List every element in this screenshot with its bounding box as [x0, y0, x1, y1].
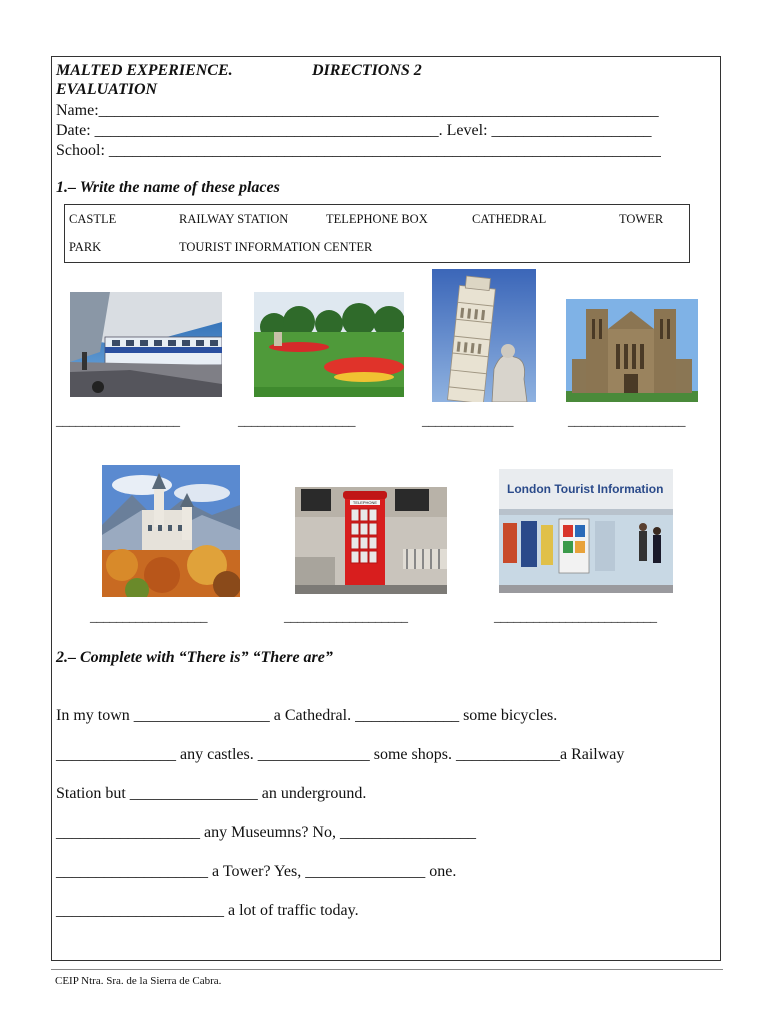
park-photo: [254, 292, 404, 397]
word-park: PARK: [69, 240, 102, 254]
answer-blank-3[interactable]: ______________: [422, 414, 513, 429]
question-2-heading: 2.– Complete with “There is” “There are”: [56, 649, 333, 666]
answer-blank-5[interactable]: __________________: [90, 610, 207, 625]
castle-photo: [102, 465, 240, 597]
answer-blank-1[interactable]: ___________________: [56, 414, 180, 429]
answer-blank-4[interactable]: __________________: [568, 414, 685, 429]
sentence-6[interactable]: _____________________ a lot of traffic today.: [56, 902, 359, 919]
railway-station-photo: [70, 292, 222, 397]
date-level-field[interactable]: Date: ___________________________________________. Level: ____________________: [56, 122, 652, 139]
sentence-5[interactable]: ___________________ a Tower? Yes, _______________ one.: [56, 863, 457, 880]
name-field[interactable]: Name:______________________________________________________________________: [56, 102, 659, 119]
cathedral-photo: [566, 299, 698, 402]
school-field[interactable]: School: _____________________________________________________________________: [56, 142, 661, 159]
answer-blank-6[interactable]: ___________________: [284, 610, 408, 625]
phone-box-sign: TELEPHONE: [352, 500, 378, 505]
tourist-information-center-photo: [499, 469, 673, 593]
question-1-heading: 1.– Write the name of these places: [56, 179, 280, 196]
word-railway-station: RAILWAY STATION: [179, 212, 289, 226]
sentence-3[interactable]: Station but ________________ an underground.: [56, 785, 367, 802]
sentence-2[interactable]: _______________ any castles. ______________ some shops. _____________a Railway: [56, 746, 625, 763]
sentence-1[interactable]: In my town _________________ a Cathedral. _____________ some bicycles.: [56, 707, 558, 724]
tower-photo: [432, 269, 536, 402]
answer-blank-2[interactable]: __________________: [238, 414, 355, 429]
telephone-box-photo: [295, 487, 447, 594]
word-castle: CASTLE: [69, 212, 117, 226]
footer-divider: [51, 969, 723, 970]
word-telephone-box: TELEPHONE BOX: [326, 212, 428, 226]
answer-blank-7[interactable]: _________________________: [494, 610, 657, 625]
worksheet-title: MALTED EXPERIENCE. EVALUATION: [56, 62, 233, 98]
directions-label: DIRECTIONS 2: [312, 62, 422, 79]
word-cathedral: CATHEDRAL: [472, 212, 547, 226]
footer-school: CEIP Ntra. Sra. de la Sierra de Cabra.: [55, 975, 222, 987]
tourist-center-sign: London Tourist Information: [507, 482, 664, 496]
sentence-4[interactable]: __________________ any Museumns? No, _________________: [56, 824, 476, 841]
word-tourist-information-center: TOURIST INFORMATION CENTER: [179, 240, 373, 254]
word-tower: TOWER: [619, 212, 664, 226]
word-bank: [64, 204, 690, 263]
worksheet: [51, 56, 721, 961]
